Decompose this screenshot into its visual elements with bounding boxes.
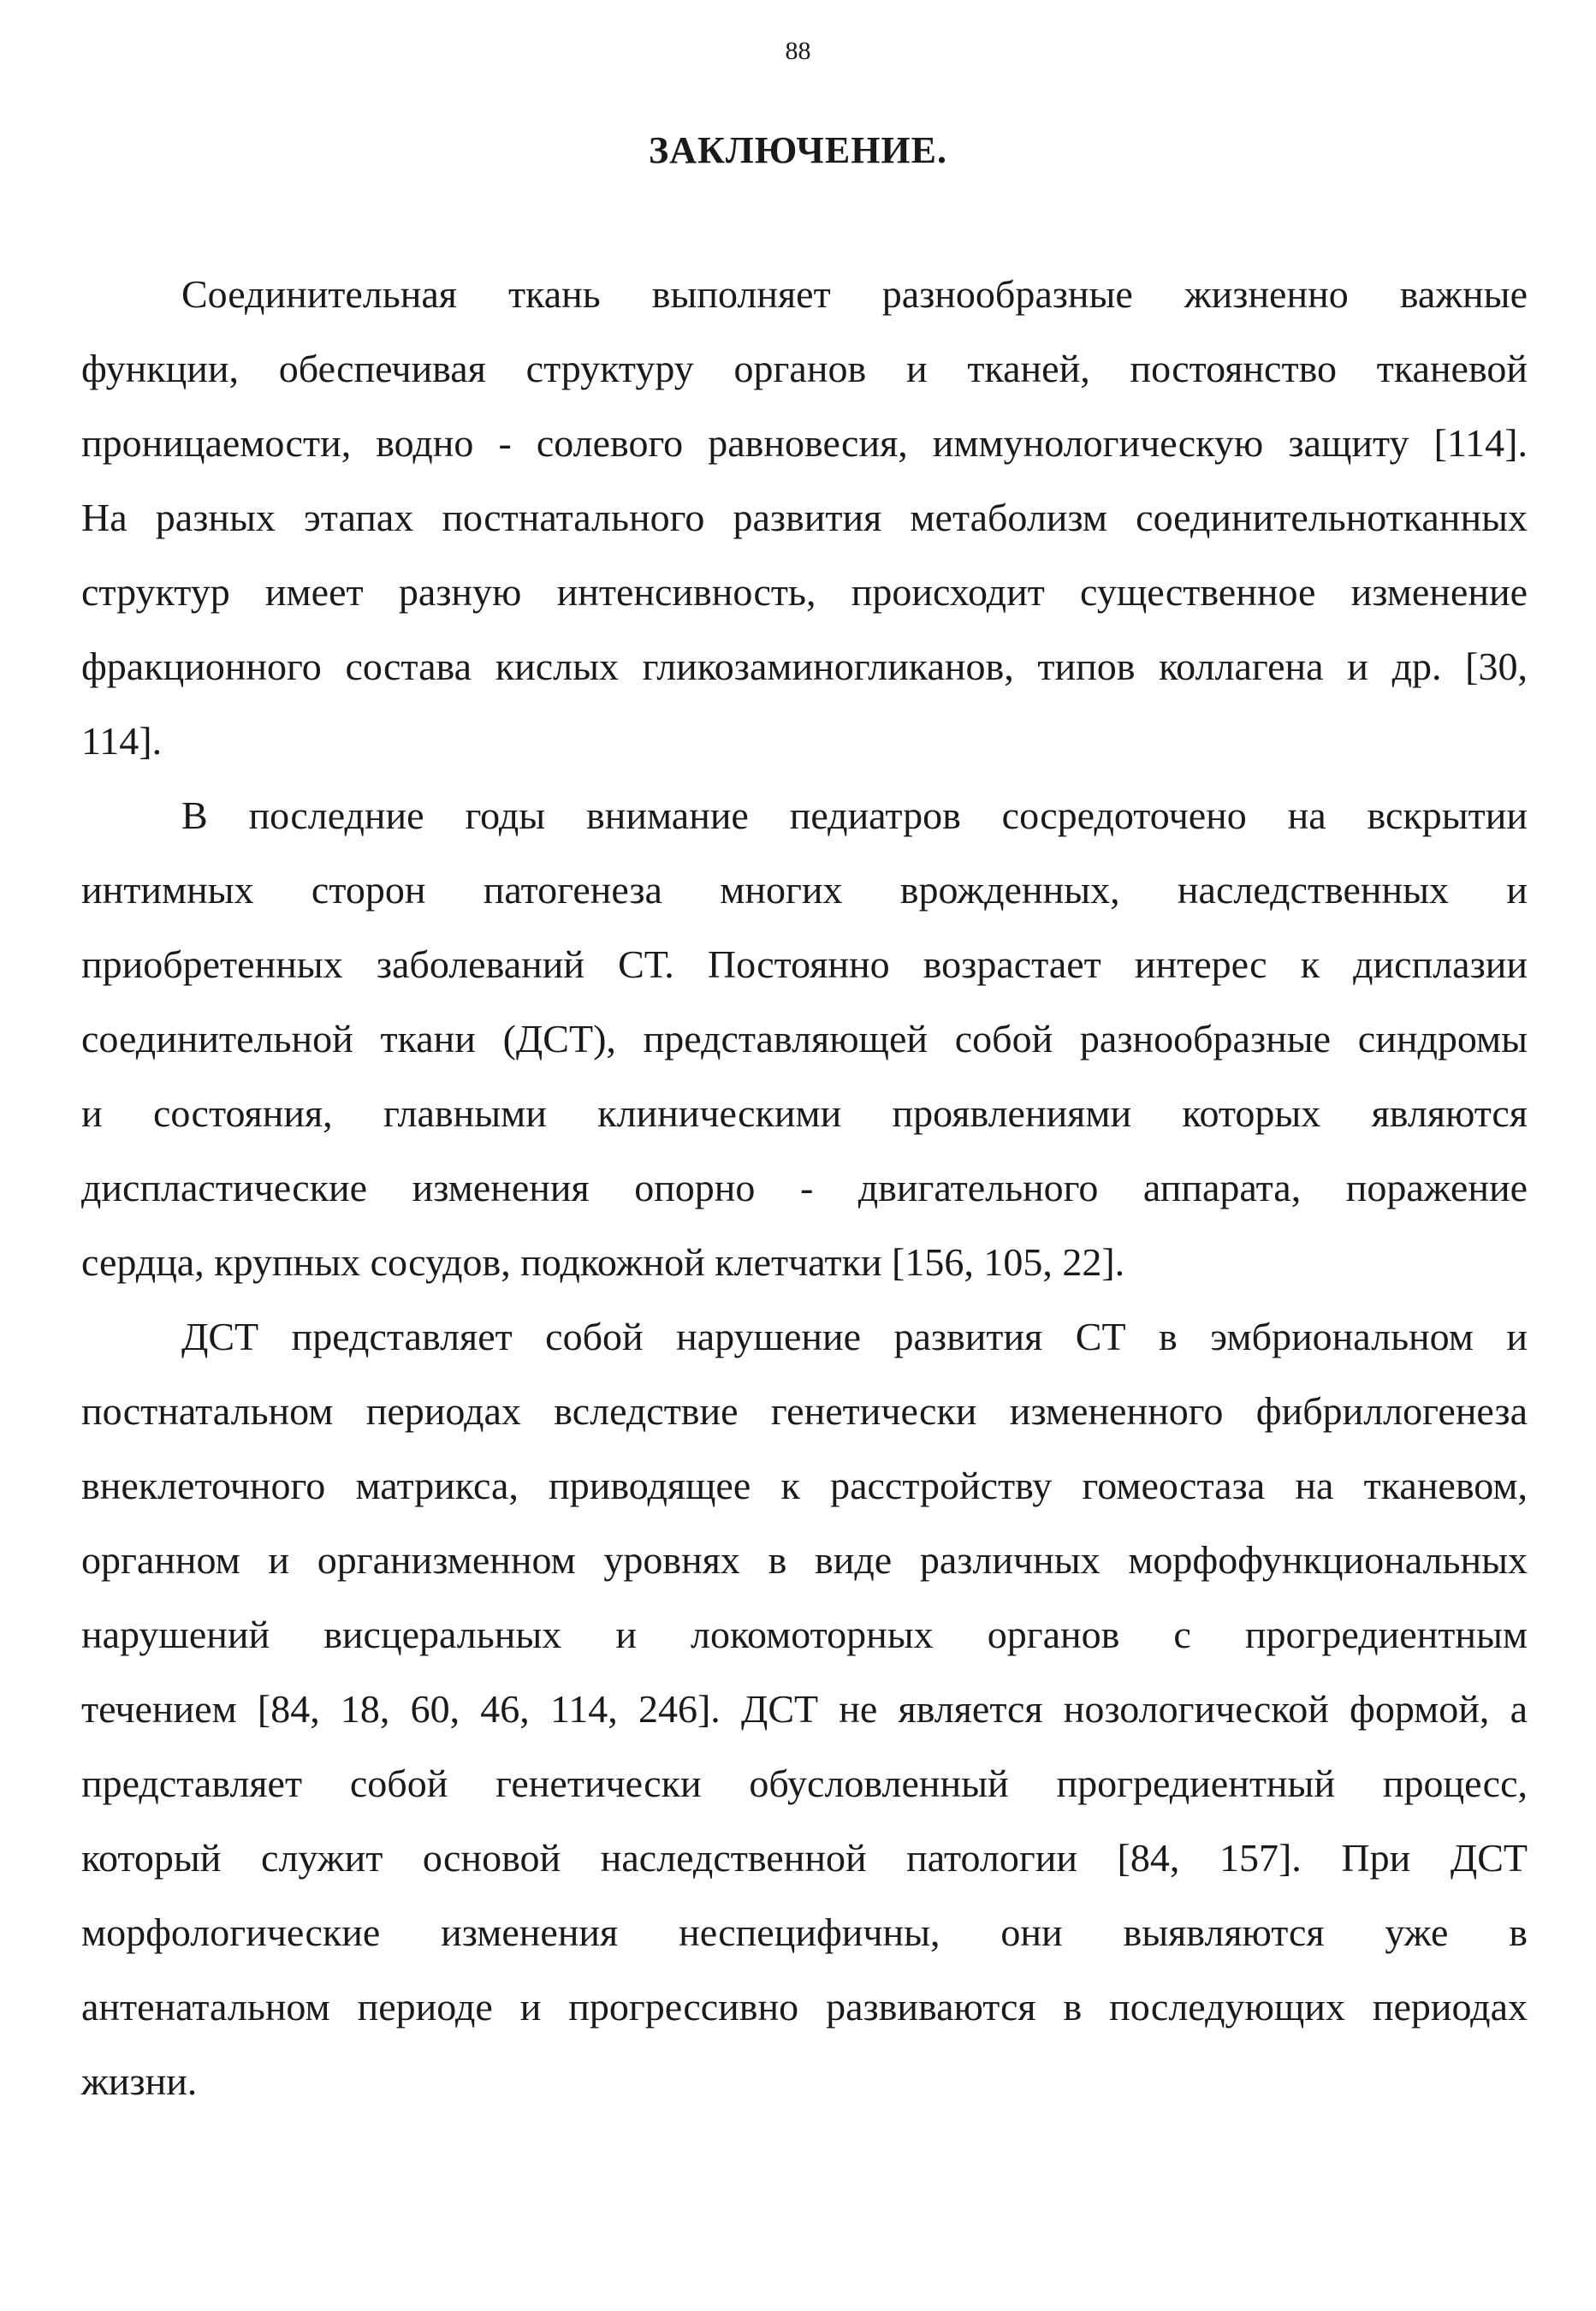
paragraph-line: соединительной ткани (ДСТ), представляющей собой разнообразные синдромы: [81, 1017, 1528, 1060]
paragraph-line: органном и организменном уровнях в виде различных морфофункциональных: [81, 1538, 1528, 1582]
paragraph-line: проницаемости, водно - солевого равновесия, иммунологическую защиту [114].: [81, 421, 1528, 465]
paragraph-line: Соединительная ткань выполняет разнообразные жизненно важные: [181, 272, 1528, 316]
body-text: [81, 269, 1528, 2130]
paragraph-line: внеклеточного матрикса, приводящее к расстройству гомеостаза на тканевом,: [81, 1464, 1528, 1507]
paragraph-line: сердца, крупных сосудов, подкожной клетчатки [156, 105, 22].: [81, 1240, 1125, 1284]
page-number: 88: [785, 37, 811, 65]
paragraph-line: 114].: [81, 719, 163, 763]
paragraph-line: структур имеет разную интенсивность, происходит существенное изменение: [81, 570, 1528, 614]
paragraph-line: На разных этапах постнатального развития метаболизм соединительнотканных: [81, 496, 1528, 539]
paragraph-line: который служит основой наследственной патологии [84, 157]. При ДСТ: [81, 1836, 1528, 1880]
section-heading: ЗАКЛЮЧЕНИЕ.: [649, 129, 947, 171]
paragraph-line: течением [84, 18, 60, 46, 114, 246]. ДСТ не является нозологической формой, а: [81, 1687, 1528, 1731]
paragraph-line: представляет собой генетически обусловленный прогредиентный процесс,: [81, 1761, 1528, 1805]
paragraph-line: и состояния, главными клиническими проявлениями которых являются: [81, 1091, 1528, 1135]
paragraph-line: фракционного состава кислых гликозаминогликанов, типов коллагена и др. [30,: [81, 645, 1528, 688]
paragraph-line: диспластические изменения опорно - двигательного аппарата, поражение: [81, 1166, 1528, 1209]
paragraph-line: ДСТ представляет собой нарушение развития СТ в эмбриональном и: [181, 1315, 1528, 1358]
paragraph-line: постнатальном периодах вследствие генетически измененного фибриллогенеза: [81, 1389, 1528, 1433]
paragraph-line: антенатальном периоде и прогрессивно развиваются в последующих периодах: [81, 1985, 1528, 2029]
paragraph-line: морфологические изменения неспецифичны, они выявляются уже в: [81, 1910, 1528, 1954]
paragraph-line: жизни.: [81, 2059, 198, 2103]
paragraph-line: нарушений висцеральных и локомоторных органов с прогредиентным: [81, 1613, 1528, 1656]
paragraph-line: функции, обеспечивая структуру органов и тканей, постоянство тканевой: [81, 347, 1528, 390]
paragraph-line: В последние годы внимание педиатров сосредоточено на вскрытии: [181, 793, 1528, 837]
paragraph-line: интимных сторон патогенеза многих врожденных, наследственных и: [81, 868, 1528, 912]
paragraph-line: приобретенных заболеваний СТ. Постоянно возрастает интерес к дисплазии: [81, 942, 1528, 986]
